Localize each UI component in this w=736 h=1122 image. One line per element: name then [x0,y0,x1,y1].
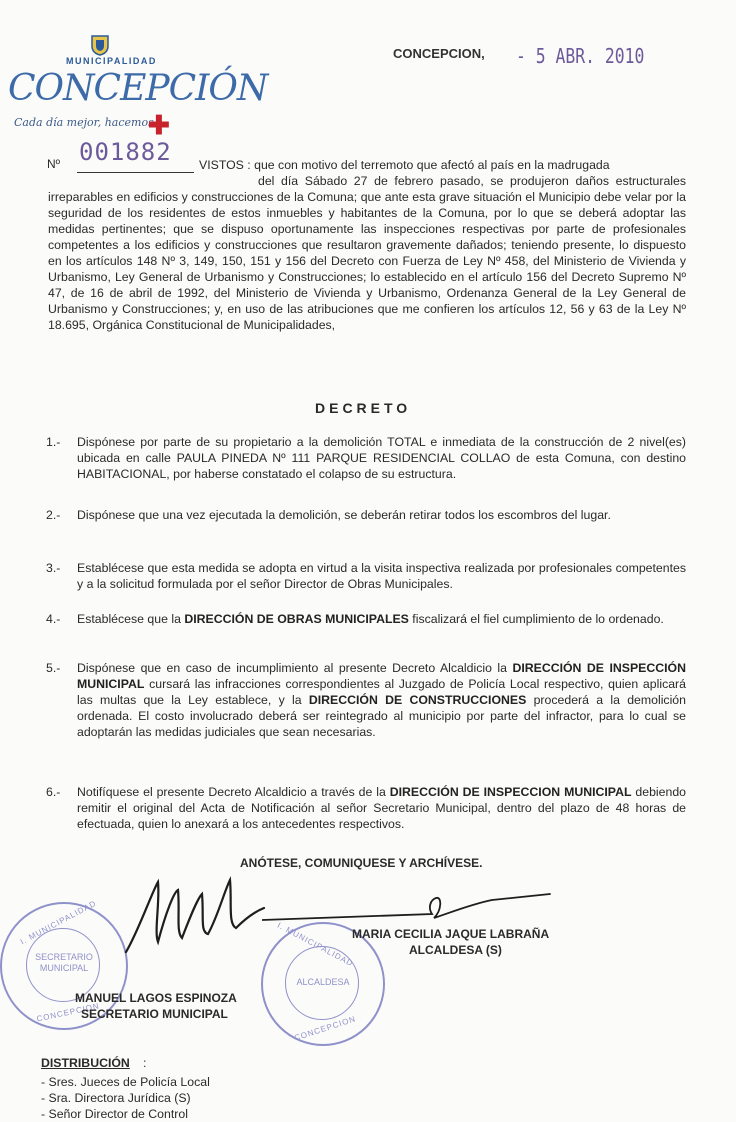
item-text-part: cursará las infracciones correspondientes al Juzgado de Policía Local respectivo, quien aplicará las multas que la Ley establece, y la [77,677,686,707]
secretario-name: MANUEL LAGOS ESPINOZA [75,991,237,1005]
plus-icon: ✚ [148,110,170,140]
distribucion-title: DISTRIBUCIÓN [41,1056,130,1070]
item-number: 5.- [46,661,61,675]
item-text-part: Establécese que la [77,612,185,626]
vistos-text: del día Sábado 27 de febrero pasado, se produjeron daños estructurales irreparables en edificios y construcciones de la Comuna; que ante esta grave situación el Municipio debe velar por la seguridad de los residentes de estos inmuebles y habitantes de la Comuna, por lo que se deberá adoptar las medidas pertinentes; que se dispuso oportunamente las inspecciones respectivas por parte de profesionales competentes a los edificios y construcciones que resultaron gravemente dañados; teniendo presente, lo dispuesto en los artículos 148 Nº 3, 149, 150, 151 y 156 del Decreto con Fuerza de Ley Nº 458, del Ministerio de Vivienda y Urbanismo, Ley General de Urbanismo y Construcciones; lo establecido en el artículo 156 del Decreto Supremo Nº 47, de 16 de abril de 1992, del Ministerio de Vivienda y Urbanismo, Ordenanza General de la Ley General de Urbanismo y Construcciones; y, en uso de las atribuciones que me confieren los artículos 12, 56 y 63 de la Ley Nº 18.695, Orgánica Constitucional de Municipalidades, [48,174,686,332]
alcaldesa-title: ALCALDESA (S) [409,943,502,957]
municipal-logo [8,34,268,144]
item-text [77,507,686,523]
item-text [77,784,686,832]
stamp-ring-top: I. MUNICIPALIDAD [18,898,98,947]
item-text-part: procederá a la demolición ordenada. El costo involucrado deberá ser reintegrado al municipio por parte del infractor, para lo cual se adoptarán las medidas judiciales que sean necesarias. [77,693,686,739]
stamp-ring-bottom: CONCEPCION [35,1001,101,1024]
date-stamp: - 5 ABR. 2010 [516,44,645,68]
distribucion-colon: : [143,1056,147,1070]
item-text-part: Notifíquese el presente Decreto Alcaldicio a través de la [77,785,390,799]
item-text-bold: DIRECCIÓN DE INSPECCIÓN MUNICIPAL [77,661,686,691]
item-number: 4.- [46,612,61,626]
stamp-center-text: ALCALDESA [296,977,350,987]
vistos-paragraph [48,173,686,333]
logo-slogan-text: Cada día mejor, hacemos [14,116,154,129]
stamp-ring-bottom: CONCEPCION [293,1014,358,1043]
item-text-part: debiendo remitir el original del Acta de Notificación al señor Secretario Municipal, dentro del plazo de 48 horas de efectuada, quien lo anexará a los antecedentes respectivos. [77,785,686,831]
item-text [77,611,686,627]
item-number: 2.- [46,508,61,522]
item-text-bold: DIRECCIÓN DE CONSTRUCCIONES [308,693,527,707]
item-text [77,560,686,592]
item-number: 1.- [46,435,61,449]
secretario-title: SECRETARIO MUNICIPAL [81,1007,228,1021]
item-text [77,660,686,740]
decree-number-label: Nº [47,157,61,171]
stamp-ring-top: I. MUNICIPALIDAD [275,920,355,969]
item-text-bold: DIRECCIÓN DE INSPECCION MUNICIPAL [389,785,632,799]
secretario-signature [118,872,268,962]
decreto-title: DECRETO [315,400,412,416]
vistos-first-line: VISTOS : que con motivo del terremoto que afectó al país en la madrugada [199,158,610,172]
item-text-part: Dispónese que una vez ejecutada la demolición, se deberán retirar todos los escombros del lugar. [77,508,611,522]
distribucion-item: - Sra. Directora Jurídica (S) [41,1091,191,1105]
coat-of-arms-icon [90,34,110,56]
stamp-center-text: SECRETARIO MUNICIPAL [35,952,93,973]
item-text-part: fiscalizará el fiel cumplimiento de lo ordenado. [408,612,664,626]
closing-formula: ANÓTESE, COMUNIQUESE Y ARCHÍVESE. [240,856,483,870]
decree-number-value: 001882 [79,138,172,166]
item-text-bold: DIRECCIÓN DE OBRAS MUNICIPALES [184,612,409,626]
logo-name-text: CONCEPCIÓN [8,68,268,109]
item-number: 3.- [46,561,61,575]
item-text-part: Establécese que esta medida se adopta en virtud a la visita inspectiva realizada por profesionales competentes y a la solicitud formulada por el señor Director de Obras Municipales. [77,561,686,591]
distribucion-item: - Señor Director de Control [41,1107,188,1121]
alcaldesa-name: MARIA CECILIA JAQUE LABRAÑA [352,927,550,941]
distribucion-item: - Sres. Jueces de Policía Local [41,1075,210,1089]
logo-municipalidad-text: MUNICIPALIDAD [66,56,157,66]
item-number: 6.- [46,785,61,799]
header-city: CONCEPCION, [393,46,485,61]
item-text-part: Dispónese que en caso de incumplimiento al presente Decreto Alcaldicio la [77,661,513,675]
item-text-part: Dispónese por parte de su propietario a la demolición TOTAL e inmediata de la construcción de 2 nivel(es) ubicada en calle PAULA PINEDA Nº 111 PARQUE RESIDENCIAL COLLAO de esta Comuna, con destino HABITACIONAL, por haberse constatado el colapso de su estructura. [77,435,686,481]
item-text [77,434,686,482]
